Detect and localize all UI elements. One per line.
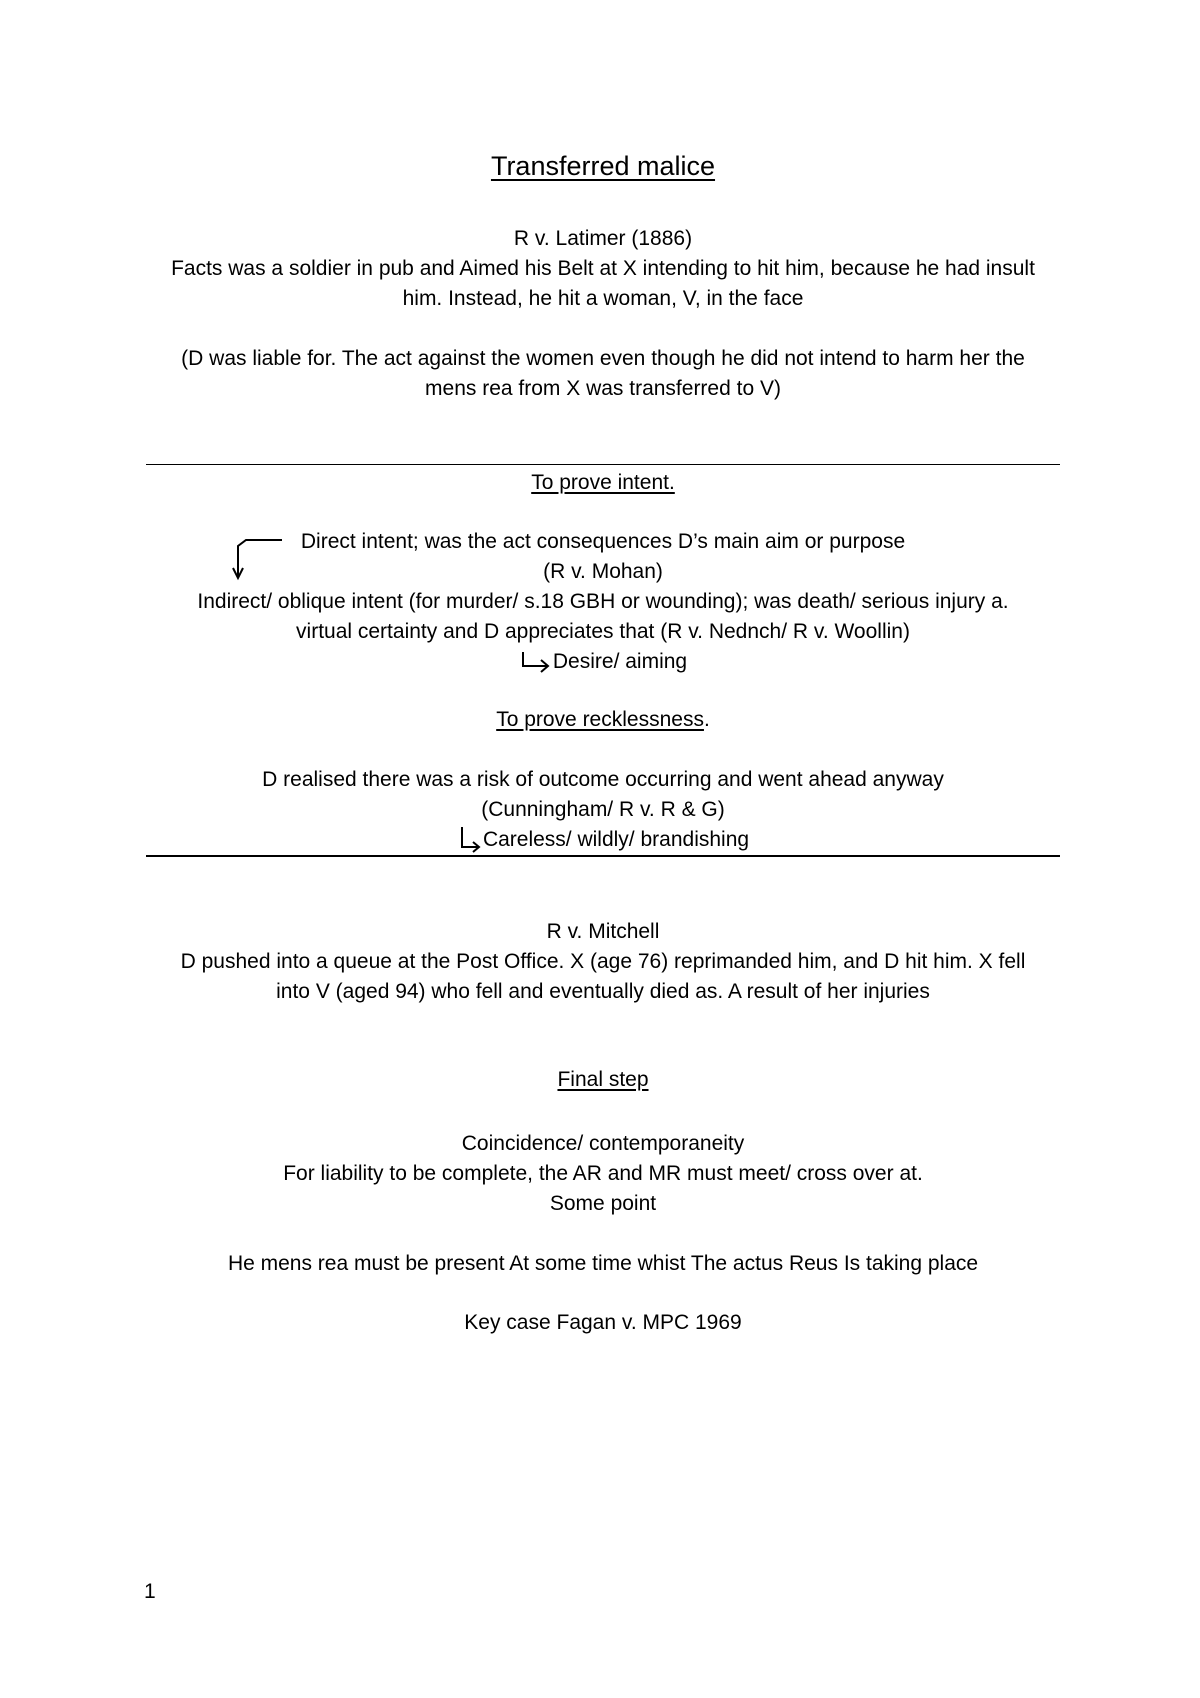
key-case-line: Key case Fagan v. MPC 1969 [464, 1311, 742, 1334]
indirect-intent-line-2: virtual certainty and D appreciates that (R v. Nednch/ R v. Woollin) [296, 620, 910, 643]
recklessness-line-3-text: Careless/ wildly/ brandishing [482, 828, 750, 851]
recklessness-heading-suffix: . [703, 708, 710, 731]
final-key-case [146, 1308, 1060, 1338]
mitchell-section [146, 917, 1060, 1007]
indirect-intent-line-1: Indirect/ oblique intent (for murder/ s.18 GBH or wounding); was death/ serious injury a. [197, 590, 1009, 613]
hook-arrow-icon [519, 650, 553, 674]
final-line-2: For liability to be complete, the AR and MR must meet/ cross over at. [283, 1162, 923, 1185]
latimer-section [146, 224, 1060, 314]
page-title: Transferred malice [490, 151, 716, 181]
recklessness-line-2: (Cunningham/ R v. R & G) [481, 798, 725, 821]
final-mens-rea [146, 1249, 1060, 1279]
recklessness-line-3 [146, 825, 1060, 855]
mitchell-line-2: into V (aged 94) who fell and eventually died as. A result of her injuries [276, 980, 930, 1003]
bracket-arrow-icon [228, 530, 288, 590]
recklessness-body [146, 765, 1060, 855]
final-heading-text: Final step [557, 1068, 649, 1091]
direct-intent-case: (R v. Mohan) [543, 560, 663, 583]
latimer-case-name: R v. Latimer (1886) [513, 227, 693, 250]
final-line-3: Some point [549, 1192, 657, 1215]
final-line-4: He mens rea must be present At some time whist The actus Reus Is taking place [227, 1252, 979, 1275]
intent-heading-text: To prove intent. [531, 471, 675, 494]
hook-arrow-icon [457, 825, 483, 855]
mitchell-line-1: D pushed into a queue at the Post Office. X (age 76) reprimanded him, and D hit him. X fell [180, 950, 1026, 973]
final-line-1: Coincidence/ contemporaneity [461, 1132, 745, 1155]
recklessness-line-1: D realised there was a risk of outcome occurring and went ahead anyway [262, 768, 944, 791]
intent-heading [146, 468, 1060, 498]
latimer-note-line-2: mens rea from X was transferred to V) [425, 377, 781, 400]
latimer-note-line-1: (D was liable for. The act against the women even though he did not intend to harm her the [181, 347, 1025, 370]
section-divider-bottom [146, 855, 1060, 857]
direct-intent-line: Direct intent; was the act consequences D’s main aim or purpose [300, 530, 906, 553]
final-body [146, 1129, 1060, 1219]
desire-line [146, 647, 1060, 677]
desire-text: Desire/ aiming [552, 650, 688, 673]
page-number: 1 [144, 1580, 156, 1603]
mitchell-case-name: R v. Mitchell [546, 920, 660, 943]
recklessness-heading [146, 705, 1060, 735]
section-divider-top [146, 464, 1060, 465]
latimer-facts-line-1: Facts was a soldier in pub and Aimed his Belt at X intending to hit him, because he had insult [171, 257, 1035, 280]
latimer-facts-line-2: him. Instead, he hit a woman, V, in the face [402, 287, 804, 310]
latimer-note [146, 344, 1060, 404]
final-heading [146, 1065, 1060, 1095]
recklessness-heading-text: To prove recklessness [496, 708, 704, 731]
